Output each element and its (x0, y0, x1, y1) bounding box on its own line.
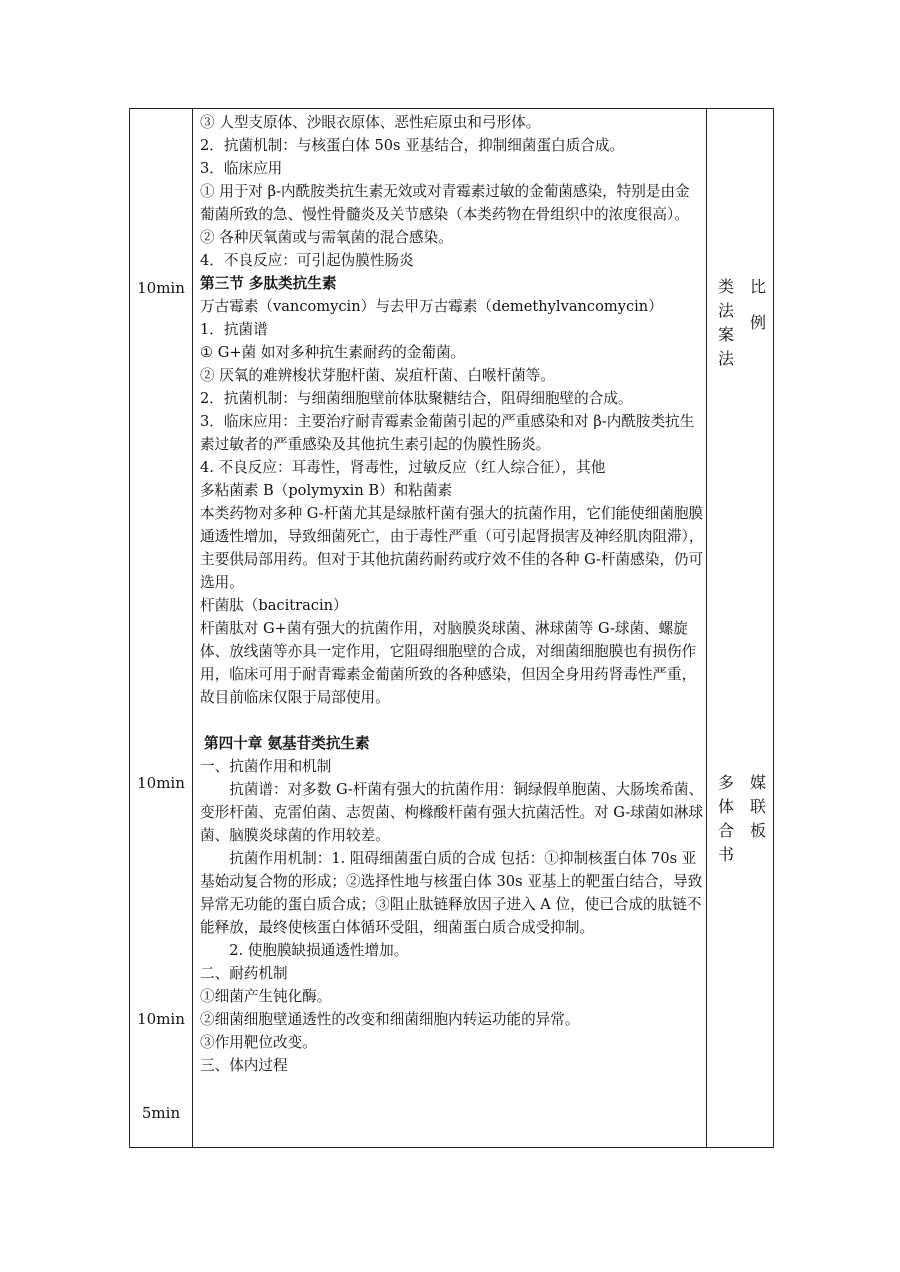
content-line: ③作用靶位改变。 (200, 1034, 317, 1051)
content-line: ② 各种厌氧菌或与需氧菌的混合感染。 (200, 229, 453, 246)
content-paragraph: 3．临床应用：主要治疗耐青霉素金葡菌引起的严重感染和对 β-内酰胺类抗生素过敏者的严重感染及其他抗生素引起的伪膜性肠炎。 (200, 413, 695, 453)
method-label-right: 比 例 (749, 277, 766, 332)
content-paragraph: 本类药物对多种 G-杆菌尤其是绿脓杆菌有强大的抗菌作用，它们能使细菌胞膜通透性增加，导致细菌死亡，由于毒性严重（可引起肾损害及神经肌肉阻滞），主要供局部用药。但对于其他抗菌药耐药或疗效不佳的各种 G-杆菌感染，仍可选用。 (200, 505, 704, 591)
content-line: 4. 不良反应：耳毒性，肾毒性，过敏反应（红人综合征），其他 (200, 459, 606, 476)
content-line: ① G+菌 如对多种抗生素耐药的金葡菌。 (200, 344, 466, 361)
time-column (130, 109, 192, 1147)
content-line: ③ 人型支原体、沙眼衣原体、恶性疟原虫和弓形体。 (200, 114, 541, 131)
method-label-left: 类 法 案 法 (717, 277, 734, 368)
content-line: 4．不良反应：可引起伪膜性肠炎 (200, 252, 414, 269)
content-line: 3．临床应用 (200, 160, 283, 177)
method-column (707, 109, 773, 1147)
content-line: 杆菌肽（bacitracin） (200, 597, 348, 614)
content-paragraph: 杆菌肽对 G+菌有强大的抗菌作用，对脑膜炎球菌、淋球菌等 G-球菌、螺旋体、放线菌等亦具一定作用，它阻碍细胞壁的合成，对细菌细胞膜也有损伤作用，临床可用于耐青霉素金葡菌所致的各种感染，但因全身用药肾毒性严重，故目前临床仅限于局部使用。 (200, 620, 697, 706)
content-line: 二、耐药机制 (200, 965, 288, 982)
content-line: 一、抗菌作用和机制 (200, 758, 332, 775)
content-line: 2. 使胞膜缺损通透性增加。 (229, 942, 409, 959)
content-line: 万古霉素（vancomycin）与去甲万古霉素（demethylvancomycin） (200, 298, 663, 315)
content-line: ② 厌氧的难辨梭状芽胞杆菌、炭疽杆菌、白喉杆菌等。 (200, 367, 555, 384)
content-line: 2．抗菌机制：与核蛋白体 50s 亚基结合，抑制细菌蛋白质合成。 (200, 137, 625, 154)
lecture-content (200, 111, 704, 1077)
content-line: 多粘菌素 B（polymyxin B）和粘菌素 (200, 482, 453, 499)
method-label-left: 多 体 合 书 (717, 773, 734, 864)
content-line: ①细菌产生钝化酶。 (200, 988, 332, 1005)
time-label: 5min (141, 1104, 181, 1122)
content-line: 1．抗菌谱 (200, 321, 268, 338)
content-line: ②细菌细胞壁通透性的改变和细菌细胞内转运功能的异常。 (200, 1011, 580, 1028)
content-paragraph: ① 用于对 β-内酰胺类抗生素无效或对青霉素过敏的金葡菌感染，特别是由金葡菌所致的急、慢性骨髓炎及关节感染（本类药物在骨组织中的浓度很高）。 (200, 183, 690, 223)
content-paragraph: 抗菌谱：对多数 G-杆菌有强大的抗菌作用：铜绿假单胞菌、大肠埃希菌、变形杆菌、克雷伯菌、志贺菌、枸橼酸杆菌有强大抗菌活性。对 G-球菌如淋球菌、脑膜炎球菌的作用较差。 (200, 781, 704, 844)
section-heading: 第三节 多肽类抗生素 (200, 275, 337, 292)
time-label: 10min (137, 774, 185, 792)
lesson-plan-table (129, 108, 774, 1148)
content-line: 三、体内过程 (200, 1057, 288, 1074)
chapter-heading: 第四十章 氨基苷类抗生素 (204, 735, 370, 752)
content-paragraph: 抗菌作用机制：1. 阻碍细菌蛋白质的合成 包括：①抑制核蛋白体 70s 亚基始动复合物的形成；②选择性地与核蛋白体 30s 亚基上的靶蛋白结合，导致异常无功能的蛋白质合成；③阻止肽链释放因子进入 A 位，使已合成的肽链不能释放，最终使核蛋白体循环受阻，细菌蛋白质合成受抑制。 (200, 850, 703, 936)
column-divider (192, 109, 193, 1147)
time-label: 10min (137, 279, 185, 297)
time-label: 10min (137, 1010, 185, 1028)
method-label-right: 媒 联 板 (749, 773, 766, 840)
content-line: 2．抗菌机制：与细菌细胞壁前体肽聚糖结合，阻碍细胞壁的合成。 (200, 390, 633, 407)
